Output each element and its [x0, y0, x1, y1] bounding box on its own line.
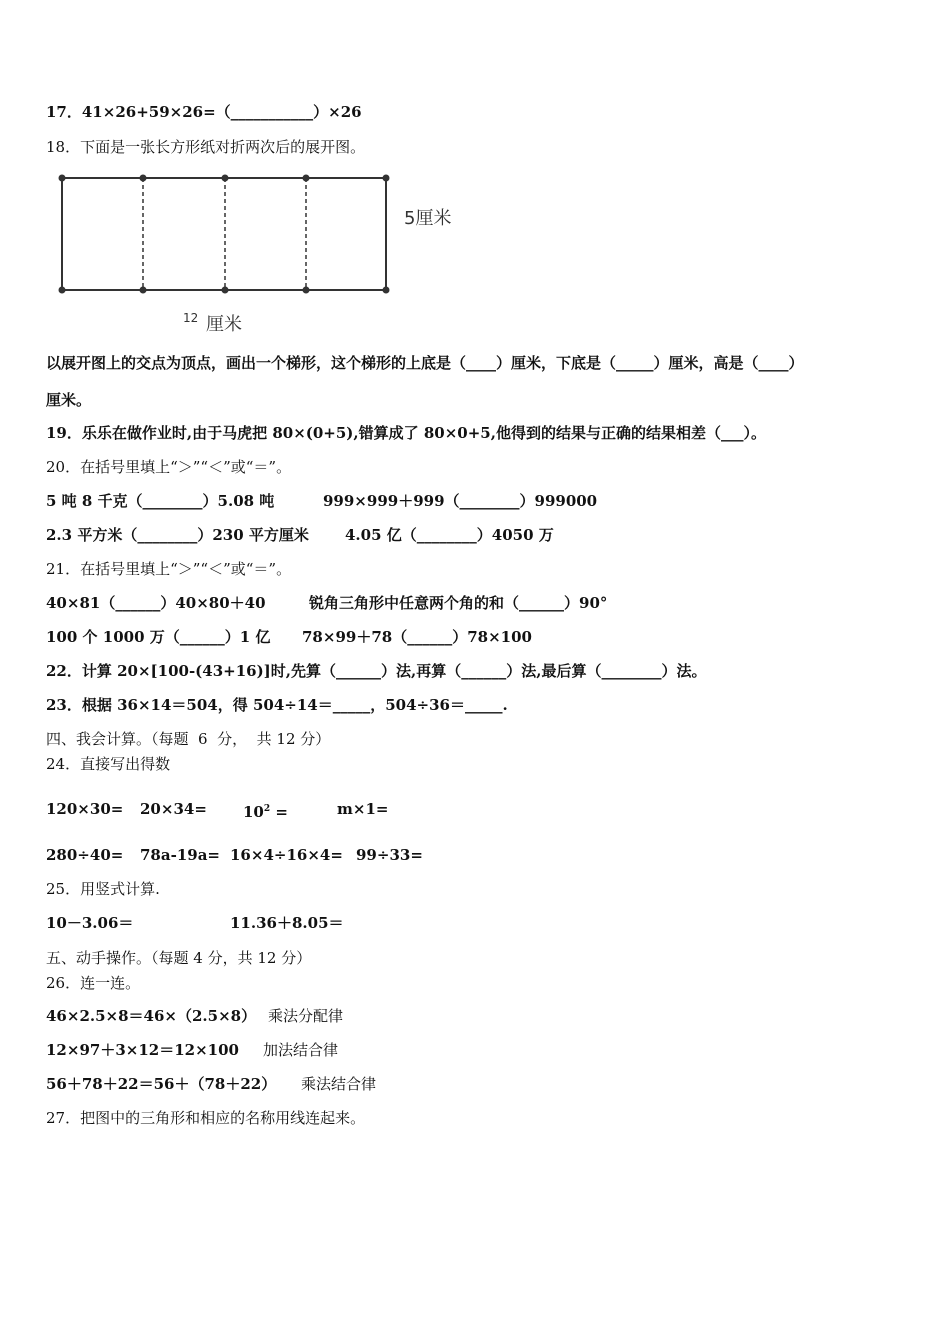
q24-row1-item-3	[243, 799, 288, 822]
q24-row2-item-1: 280÷40=	[46, 846, 124, 864]
question-20-item-2: 999×999＋999（________）999000	[323, 492, 598, 510]
q26-law-1: 乘法分配律	[268, 1007, 344, 1025]
question-19: 19．乐乐在做作业时,由于马虎把 80×(0+5),错算成了 80×0+5,他得到的结果与正确的结果相差（___）。	[46, 424, 766, 442]
unfolded-rectangle-figure	[50, 168, 470, 338]
q24-row2-item-3: 16×4÷16×4=	[230, 846, 343, 864]
height-label: 5厘米	[404, 208, 452, 229]
question-18-text-cont: 厘米。	[46, 391, 92, 409]
question-20-item-4: 4.05 亿（________）4050 万	[345, 526, 554, 544]
question-25-title: 25．用竖式计算.	[46, 880, 160, 898]
q24-row1-item-1: 120×30=	[46, 800, 124, 818]
question-20-item-1: 5 吨 8 千克（________）5.08 吨	[46, 492, 275, 510]
question-25-item-1: 10－3.06＝	[46, 914, 134, 932]
q26-equation-2: 12×97＋3×12＝12×100	[46, 1041, 239, 1059]
question-18-text: 以展开图上的交点为顶点，画出一个梯形，这个梯形的上底是（____）厘米，下底是（_____）厘米，高是（____）	[46, 354, 804, 372]
question-21-item-3: 100 个 1000 万（______）1 亿	[46, 628, 271, 646]
question-24-title: 24．直接写出得数	[46, 755, 171, 773]
question-18-title: 18．下面是一张长方形纸对折两次后的展开图。	[46, 138, 366, 156]
question-21-item-2: 锐角三角形中任意两个角的和（______）90°	[309, 594, 608, 612]
q24-row1-item-2: 20×34=	[140, 800, 207, 818]
q24-row1-item-4: m×1=	[337, 800, 389, 818]
question-21-item-4: 78×99＋78（______）78×100	[302, 628, 532, 646]
q26-law-2: 加法结合律	[263, 1041, 339, 1059]
question-20-item-3: 2.3 平方米（________）230 平方厘米	[46, 526, 309, 544]
section-4-heading: 四、我会计算。（每题 6 分， 共 12 分）	[46, 730, 331, 748]
q26-equation-3: 56＋78＋22＝56＋（78＋22）	[46, 1075, 277, 1093]
q24-row2-item-2: 78a-19a=	[140, 846, 220, 864]
question-20-title: 20．在括号里填上“＞”“＜”或“＝”。	[46, 458, 292, 476]
width-unit: 厘米	[206, 314, 242, 335]
power-exponent: 2	[263, 804, 271, 814]
width-number: 12	[183, 311, 199, 325]
question-21-title: 21．在括号里填上“＞”“＜”或“＝”。	[46, 560, 292, 578]
section-5-heading: 五、动手操作。（每题 4 分，共 12 分）	[46, 949, 312, 967]
question-27: 27．把图中的三角形和相应的名称用线连起来。	[46, 1109, 366, 1127]
q26-equation-1: 46×2.5×8＝46×（2.5×8）	[46, 1007, 257, 1025]
question-25-item-2: 11.36＋8.05＝	[230, 914, 344, 932]
power-base: 10	[243, 803, 264, 821]
question-17: 17．41×26+59×26=（___________）×26	[46, 103, 362, 121]
q26-law-3: 乘法结合律	[301, 1075, 377, 1093]
question-22: 22．计算 20×[100-(43+16)]时,先算（______）法,再算（______）法,最后算（________）法。	[46, 662, 707, 680]
question-21-item-1: 40×81（______）40×80＋40	[46, 594, 266, 612]
power-equals: =	[270, 803, 288, 821]
q24-row2-item-4: 99÷33=	[356, 846, 423, 864]
question-23: 23．根据 36×14＝504，得 504÷14＝_____，504÷36＝_____.	[46, 696, 508, 714]
question-26-title: 26．连一连。	[46, 974, 141, 992]
